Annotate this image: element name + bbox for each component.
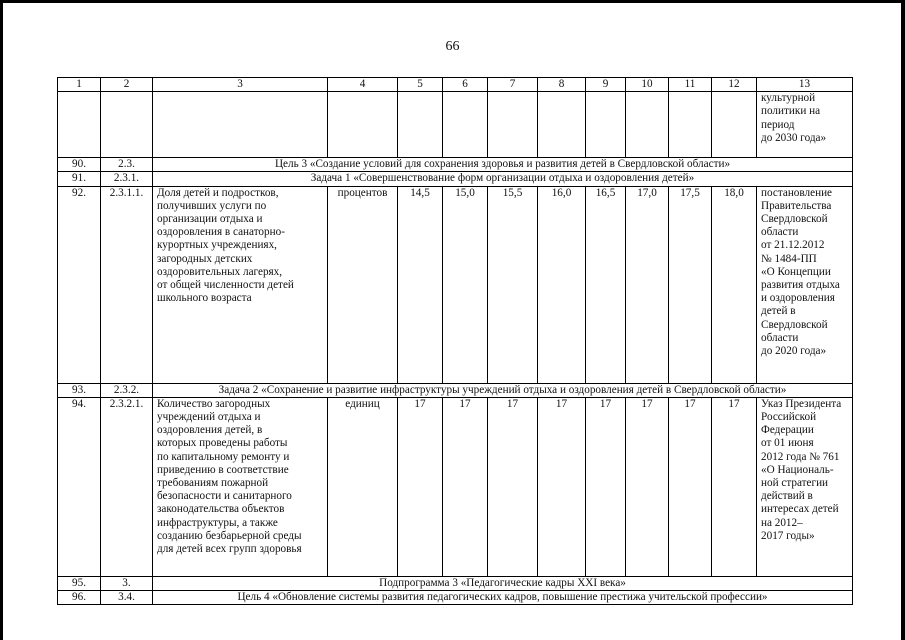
goal-title: Цель 4 «Обновление системы развития педагогических кадров, повышение престижа учительской профессии» xyxy=(153,591,853,605)
scan-border-right xyxy=(901,0,905,640)
row-number: 91. xyxy=(58,172,101,186)
year-value: 17 xyxy=(626,397,669,576)
subprogram-title: Подпрограмма 3 «Педагогические кадры XXI века» xyxy=(153,576,853,590)
table-row xyxy=(58,383,853,397)
indicator-name: Количество загородных учреждений отдыха и оздоровления детей, в которых проведены работы по капитальному ремонту и приведению в соответствие требованиям пожарной безопасности и санитарного законодательства объектов инфраструктуры, а также созданию безбарьерной среды для детей всех групп здоровья xyxy=(153,397,328,576)
scan-border-left xyxy=(0,0,3,640)
scan-border-top xyxy=(0,0,905,3)
source-document-cell: культурной политики на период до 2030 года» xyxy=(757,92,853,158)
row-code: 2.3.2.1. xyxy=(101,397,153,576)
row-code: 3. xyxy=(101,576,153,590)
year-value: 17 xyxy=(669,397,712,576)
year-value: 14,5 xyxy=(398,186,443,383)
year-value: 16,0 xyxy=(538,186,586,383)
page-number: 66 xyxy=(445,39,460,54)
table-row xyxy=(58,172,853,186)
row-code: 2.3. xyxy=(101,158,153,172)
row-code: 2.3.1. xyxy=(101,172,153,186)
year-value: 17,0 xyxy=(626,186,669,383)
column-number: 9 xyxy=(586,78,626,92)
year-value: 15,0 xyxy=(443,186,488,383)
year-value: 17 xyxy=(586,397,626,576)
column-number: 5 xyxy=(398,78,443,92)
goal-title: Цель 3 «Создание условий для сохранения здоровья и развития детей в Свердловской области» xyxy=(153,158,853,172)
table-row-continuation xyxy=(58,92,853,158)
column-number: 7 xyxy=(488,78,538,92)
column-number: 3 xyxy=(153,78,328,92)
row-number: 93. xyxy=(58,383,101,397)
year-value: 15,5 xyxy=(488,186,538,383)
year-value: 17 xyxy=(488,397,538,576)
year-value: 18,0 xyxy=(712,186,757,383)
year-value: 17 xyxy=(538,397,586,576)
indicator-name: Доля детей и подростков, получивших услуги по организации отдыха и оздоровления в санаторно- курортных учреждениях, загородных детских оздоровительных лагерях, от общей численности детей школьного возраста xyxy=(153,186,328,383)
unit-of-measure: процентов xyxy=(328,186,398,383)
column-number: 6 xyxy=(443,78,488,92)
row-number: 94. xyxy=(58,397,101,576)
table-row xyxy=(58,591,853,605)
column-number: 10 xyxy=(626,78,669,92)
year-value: 16,5 xyxy=(586,186,626,383)
year-value: 17 xyxy=(712,397,757,576)
source-document-cell: Указ Президента Российской Федерации от 01 июня 2012 года № 761 «О Националь- ной стратегии действий в интересах детей на 2012– 2017 годы» xyxy=(757,397,853,576)
year-value: 17 xyxy=(398,397,443,576)
row-code: 2.3.1.1. xyxy=(101,186,153,383)
row-code: 3.4. xyxy=(101,591,153,605)
task-title: Задача 1 «Совершенствование форм организации отдыха и оздоровления детей» xyxy=(153,172,853,186)
column-number: 2 xyxy=(101,78,153,92)
column-numbers-row xyxy=(58,78,853,92)
table-row xyxy=(58,397,853,576)
table-row xyxy=(58,158,853,172)
row-code: 2.3.2. xyxy=(101,383,153,397)
indicators-table xyxy=(57,77,853,605)
column-number: 13 xyxy=(757,78,853,92)
row-number: 96. xyxy=(58,591,101,605)
column-number: 4 xyxy=(328,78,398,92)
column-number: 8 xyxy=(538,78,586,92)
column-number: 1 xyxy=(58,78,101,92)
table-row xyxy=(58,576,853,590)
column-number: 12 xyxy=(712,78,757,92)
source-document-cell: постановление Правительства Свердловской области от 21.12.2012 № 1484-ПП «О Концепции развития отдыха и оздоровления детей в Свердловской области до 2020 года» xyxy=(757,186,853,383)
row-number: 90. xyxy=(58,158,101,172)
column-number: 11 xyxy=(669,78,712,92)
table-row xyxy=(58,186,853,383)
unit-of-measure: единиц xyxy=(328,397,398,576)
row-number: 95. xyxy=(58,576,101,590)
row-number: 92. xyxy=(58,186,101,383)
year-value: 17 xyxy=(443,397,488,576)
task-title: Задача 2 «Сохранение и развитие инфраструктуры учреждений отдыха и оздоровления детей в Свердловской области» xyxy=(153,383,853,397)
year-value: 17,5 xyxy=(669,186,712,383)
